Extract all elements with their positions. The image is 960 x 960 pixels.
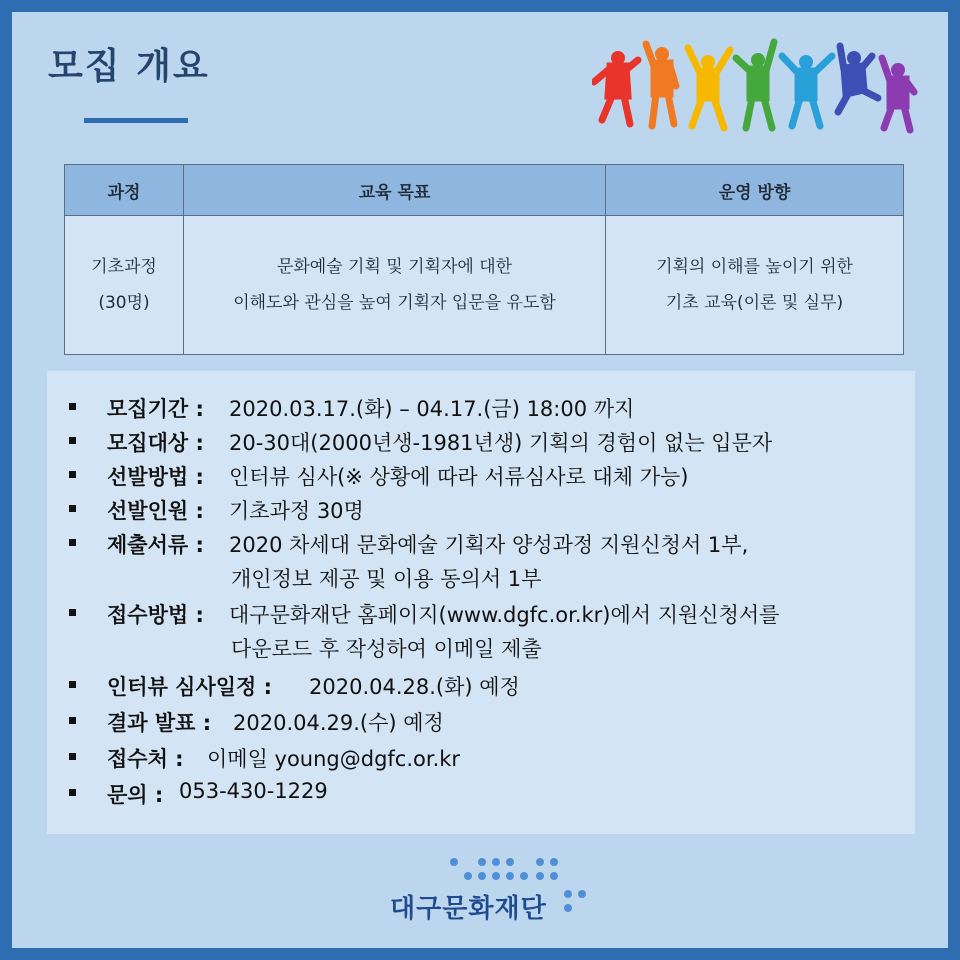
direction-line-1: 기획의 이해를 높이기 위한 [656,257,853,277]
dancer-red-icon [594,51,638,124]
detail-value: 2020.04.28.(화) 예정 [309,675,520,699]
page-title: 모집 개요 [48,46,210,87]
goal-line-2: 이해도와 관심을 높여 기획자 입문을 유도함 [233,293,556,313]
bullet-icon [69,717,76,724]
course-capacity: (30명) [98,293,150,313]
goal-line-1: 문화예술 기획 및 기획자에 대한 [276,257,513,277]
detail-value: 20-30대(2000년생-1981년생) 기획의 경험이 없는 입문자 [229,431,773,455]
header-course: 과정 [65,165,184,216]
header-goal: 교육 목표 [184,165,606,216]
dancer-orange-icon [646,44,676,126]
detail-value: 2020.04.29.(수) 예정 [233,711,444,735]
direction-line-2: 기초 교육(이론 및 실무) [665,293,844,313]
detail-value: 053-430-1229 [179,779,328,803]
bullet-icon [69,789,76,796]
table-header-row [65,165,904,216]
detail-label: 모집기간 : [107,397,204,421]
detail-label: 모집대상 : [107,431,204,455]
dancer-yellow-icon [688,48,730,128]
logo-text: 대구문화재단 [390,894,547,924]
detail-value: 2020 차세대 문화예술 기획자 양성과정 지원신청서 1부, [229,533,749,557]
header-direction: 운영 방향 [606,165,904,216]
detail-value-continuation: 다운로드 후 작성하여 이메일 제출 [231,637,542,661]
bullet-icon [69,403,76,410]
cell-course [65,216,184,355]
course-name: 기초과정 [91,257,157,277]
detail-value: 기초과정 30명 [229,499,364,523]
dancer-blue-icon [782,55,832,126]
detail-label: 선발방법 : [107,465,204,489]
jumping-people-illustration [592,36,922,136]
title-underline [84,118,188,123]
detail-label: 접수처 : [107,747,184,771]
table-row [65,216,904,355]
course-overview-table [64,164,904,355]
dancer-indigo-icon [838,46,878,112]
bullet-icon [69,471,76,478]
bullet-icon [69,609,76,616]
detail-value: 인터뷰 심사(※ 상황에 따라 서류심사로 대체 가능) [229,465,689,489]
detail-label: 문의 : [107,783,164,807]
bullet-icon [69,505,76,512]
detail-label: 선발인원 : [107,499,204,523]
bullet-icon [69,539,76,546]
detail-label: 결과 발표 : [107,711,212,735]
detail-label: 인터뷰 심사일정 : [107,675,273,699]
cell-goal [184,216,606,355]
dancer-purple-icon [882,58,914,130]
detail-value: 대구문화재단 홈페이지(www.dgfc.or.kr)에서 지원신청서를 [229,603,780,627]
foundation-logo [380,852,600,932]
detail-value: 2020.03.17.(화) – 04.17.(금) 18:00 까지 [229,397,635,421]
dancer-green-icon [736,42,774,128]
detail-label: 접수방법 : [107,603,204,627]
detail-value-continuation: 개인정보 제공 및 이용 동의서 1부 [231,567,542,591]
bullet-icon [69,437,76,444]
bullet-icon [69,753,76,760]
cell-direction [606,216,904,355]
detail-value: 이메일 young@dgfc.or.kr [207,747,461,771]
bullet-icon [69,681,76,688]
recruitment-details-panel [47,371,915,834]
detail-label: 제출서류 : [107,533,204,557]
